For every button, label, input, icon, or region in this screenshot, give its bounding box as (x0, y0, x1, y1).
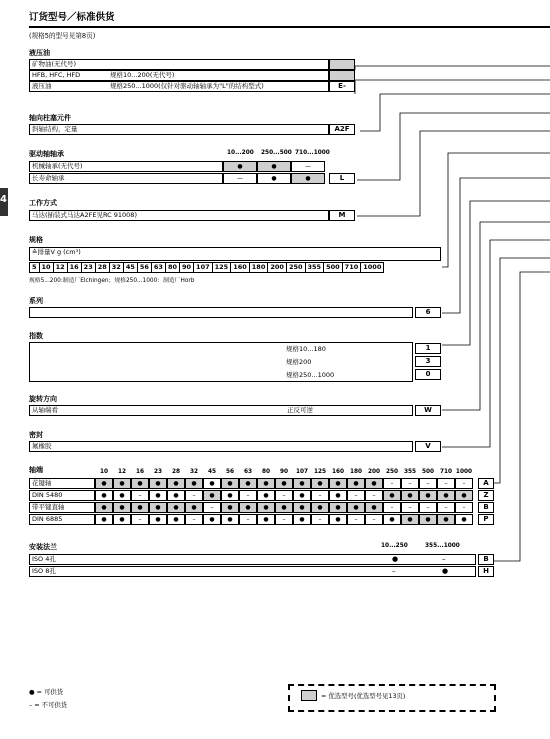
shaft-cell: ● (95, 478, 113, 489)
size-value: 10 (40, 263, 54, 272)
size-value: 5 (30, 263, 40, 272)
size-value: 45 (124, 263, 138, 272)
shaft-cell: ● (311, 478, 329, 489)
flange-code-b: B (478, 554, 494, 565)
shaft-cell: – (275, 514, 293, 525)
shaft-cell: – (401, 478, 419, 489)
shaft-cell: ● (329, 490, 347, 501)
section-heading-rotation: 旋转方向 (29, 395, 57, 403)
flange-cell: ● (442, 567, 449, 575)
shaft-col-header: 90 (279, 469, 289, 475)
bearing-cell: — (291, 161, 325, 172)
index-code-0: 0 (415, 369, 441, 380)
shaft-col-header: 80 (261, 469, 271, 475)
axial-row: 斜轴结构，定量 (29, 124, 329, 135)
shaft-cell: – (419, 502, 437, 513)
shaft-cell: ● (455, 490, 473, 501)
fluid-row-mineral (29, 59, 329, 70)
shaft-col-header: 10 (99, 469, 109, 475)
bearing-row-long: 长寿命轴承 (29, 173, 223, 184)
shaft-cell: ● (329, 514, 347, 525)
size-value: 160 (231, 263, 250, 272)
shaft-cell: ● (203, 514, 221, 525)
bearing-cell: ● (291, 173, 325, 184)
shaft-cell: – (203, 502, 221, 513)
shaft-cell: – (347, 514, 365, 525)
section-heading-seal: 密封 (29, 431, 43, 439)
shaft-cell: ● (203, 478, 221, 489)
shaft-row-label: 花键轴 (29, 478, 95, 489)
series-code: 6 (415, 307, 441, 318)
bearing-code-mech (329, 161, 355, 172)
shaft-col-header: 32 (189, 469, 199, 475)
shaft-cell: ● (113, 478, 131, 489)
shaft-cell: – (311, 490, 329, 501)
shaft-row-label: 带平键直轴 (29, 502, 95, 513)
shaft-cell: ● (455, 514, 473, 525)
size-value: 125 (213, 263, 232, 272)
page-tab-number: 4 (0, 194, 7, 205)
shaft-row-label: DIN 5480 (29, 490, 95, 501)
rotation-label: 从轴端看 (32, 406, 58, 414)
size-note: 规格5...200:制造厂Elchingen；规格250...1000：制造厂Horb (29, 278, 195, 284)
shaft-col-header: 28 (171, 469, 181, 475)
operation-code: M (329, 210, 355, 221)
page-title: 订货型号／标准供货 (29, 12, 115, 23)
shaft-code: Z (478, 490, 494, 501)
shaft-cell: ● (95, 490, 113, 501)
shaft-cell: ● (293, 490, 311, 501)
shaft-cell: – (131, 490, 149, 501)
size-value: 200 (268, 263, 287, 272)
rotation-row (29, 405, 413, 416)
index-box (29, 342, 413, 382)
size-value: 16 (68, 263, 82, 272)
shaft-cell: ● (167, 502, 185, 513)
shaft-cell: – (365, 514, 383, 525)
flange-cell: – (392, 567, 396, 575)
shaft-cell: ● (293, 502, 311, 513)
shaft-cell: – (437, 502, 455, 513)
shaft-cell: ● (347, 502, 365, 513)
section-heading-axial: 轴向柱塞元件 (29, 114, 71, 122)
shaft-cell: – (239, 490, 257, 501)
size-value: 355 (306, 263, 325, 272)
section-heading-flange: 安装法兰 (29, 543, 57, 551)
shaft-cell: ● (365, 502, 383, 513)
shaft-cell: ● (437, 490, 455, 501)
shaft-cell: ● (311, 502, 329, 513)
size-value: 250 (287, 263, 306, 272)
shaft-row-label: DIN 6885 (29, 514, 95, 525)
bearing-cell: — (223, 173, 257, 184)
size-value: 107 (194, 263, 213, 272)
shaft-cell: ● (185, 478, 203, 489)
shaft-cell: ● (221, 490, 239, 501)
size-value: 710 (343, 263, 362, 272)
section-heading-operation: 工作方式 (29, 199, 57, 207)
shaft-cell: – (185, 490, 203, 501)
series-row (29, 307, 413, 318)
index-code-1: 1 (415, 343, 441, 354)
shaft-cell: ● (401, 514, 419, 525)
shaft-col-header: 1000 (455, 469, 473, 475)
shaft-cell: – (275, 490, 293, 501)
shaft-cell: ● (149, 502, 167, 513)
shaft-cell: ● (419, 490, 437, 501)
fluid-code-hf (329, 70, 355, 81)
shaft-col-header: 12 (117, 469, 127, 475)
index-label-2: 规格200 (286, 358, 312, 366)
shaft-cell: ● (131, 502, 149, 513)
legend-not-available: – = 不可供货 (29, 701, 68, 709)
shaft-cell: – (185, 514, 203, 525)
size-label-row: ≙排量V g (cm³) (29, 247, 441, 261)
shaft-col-header: 160 (331, 469, 345, 475)
shaft-col-header: 125 (313, 469, 327, 475)
shaft-cell: ● (383, 514, 401, 525)
shaft-col-header: 56 (225, 469, 235, 475)
shaft-cell: – (239, 514, 257, 525)
shaft-cell: ● (95, 514, 113, 525)
shaft-cell: ● (293, 514, 311, 525)
shaft-cell: ● (437, 514, 455, 525)
shaft-cell: ● (167, 490, 185, 501)
fluid-label: HFB, HFC, HFD (32, 71, 81, 79)
shaft-cell: ● (383, 490, 401, 501)
fluid-row-hfd (29, 81, 329, 92)
shaft-cell: – (401, 502, 419, 513)
shaft-cell: – (131, 514, 149, 525)
shaft-col-header: 23 (153, 469, 163, 475)
shaft-col-header: 180 (349, 469, 363, 475)
flange-col-2: 355...1000 (425, 543, 460, 549)
shaft-cell: – (455, 478, 473, 489)
shaft-cell: ● (275, 502, 293, 513)
shaft-cell: ● (239, 502, 257, 513)
shaft-cell: ● (401, 490, 419, 501)
bearing-cell: ● (223, 161, 257, 172)
shaft-cell: ● (131, 478, 149, 489)
shaft-cell: – (347, 490, 365, 501)
section-heading-fluid: 液压油 (29, 49, 50, 57)
fluid-code-mineral (329, 59, 355, 70)
shaft-cell: – (383, 478, 401, 489)
shaft-cell: ● (329, 502, 347, 513)
shaft-cell: ● (221, 478, 239, 489)
shaft-cell: ● (293, 478, 311, 489)
shaft-cell: ● (149, 478, 167, 489)
preferred-swatch (301, 690, 317, 701)
shaft-cell: ● (185, 502, 203, 513)
shaft-cell: ● (95, 502, 113, 513)
shaft-cell: ● (257, 502, 275, 513)
fluid-code-e: E- (329, 81, 355, 92)
fluid-label: 矿物油(无代号) (32, 60, 77, 68)
shaft-cell: ● (257, 478, 275, 489)
size-value: 500 (324, 263, 343, 272)
shaft-cell: ● (167, 478, 185, 489)
fluid-label: 液压油 (32, 82, 52, 90)
shaft-cell: ● (347, 478, 365, 489)
rotation-code: W (415, 405, 441, 416)
seal-code: V (415, 441, 441, 452)
shaft-col-header: 200 (367, 469, 381, 475)
section-heading-size: 规格 (29, 236, 43, 244)
flange-code-h: H (478, 566, 494, 577)
fluid-detail: 规格10...200(无代号) (110, 71, 175, 79)
section-heading-index: 指数 (29, 332, 43, 340)
size-value: 23 (82, 263, 96, 272)
bearing-col-1: 10...200 (227, 150, 254, 156)
bearing-code-long: L (329, 173, 355, 184)
legend-available: ● = 可供货 (29, 688, 64, 696)
shaft-cell: ● (275, 478, 293, 489)
shaft-cell: ● (221, 502, 239, 513)
size-value: 12 (54, 263, 68, 272)
shaft-cell: ● (257, 514, 275, 525)
bearing-cell: ● (257, 161, 291, 172)
section-heading-shaft: 轴端 (29, 466, 43, 474)
section-heading-series: 系列 (29, 297, 43, 305)
shaft-col-header: 107 (295, 469, 309, 475)
bearing-col-3: 710...1000 (295, 150, 330, 156)
shaft-col-header: 63 (243, 469, 253, 475)
size-value: 56 (138, 263, 152, 272)
size-value: 90 (180, 263, 194, 272)
shaft-cell: – (419, 478, 437, 489)
index-code-3: 3 (415, 356, 441, 367)
size-values (29, 262, 384, 273)
shaft-cell: ● (113, 490, 131, 501)
legend-preferred: = 优选型号(优选型号见13页) (321, 692, 406, 700)
size-value: 1000 (363, 263, 382, 271)
shaft-cell: – (365, 490, 383, 501)
shaft-cell: ● (239, 478, 257, 489)
shaft-cell: ● (149, 490, 167, 501)
shaft-cell: ● (167, 514, 185, 525)
size-value: 80 (166, 263, 180, 272)
shaft-col-header: 500 (421, 469, 435, 475)
flange-cell: – (442, 555, 446, 563)
shaft-cell: ● (257, 490, 275, 501)
size-value: 28 (96, 263, 110, 272)
shaft-col-header: 355 (403, 469, 417, 475)
shaft-cell: ● (329, 478, 347, 489)
size-value: 32 (110, 263, 124, 272)
shaft-cell: ● (203, 490, 221, 501)
shaft-cell: ● (113, 502, 131, 513)
shaft-code: P (478, 514, 494, 525)
shaft-code: A (478, 478, 494, 489)
section-heading-bearing: 驱动轴轴承 (29, 150, 64, 158)
shaft-cell: – (455, 502, 473, 513)
size-value: 63 (152, 263, 166, 272)
shaft-cell: – (311, 514, 329, 525)
shaft-col-header: 710 (439, 469, 453, 475)
shaft-cell: – (437, 478, 455, 489)
flange-col-1: 10...250 (381, 543, 408, 549)
shaft-cell: ● (365, 478, 383, 489)
shaft-col-header: 16 (135, 469, 145, 475)
bearing-cell: ● (257, 173, 291, 184)
shaft-cell: ● (221, 514, 239, 525)
shaft-code: B (478, 502, 494, 513)
seal-row: 氟橡胶 (29, 441, 413, 452)
fluid-row-hf (29, 70, 329, 81)
shaft-cell: ● (149, 514, 167, 525)
index-label-3: 规格250...1000 (286, 371, 335, 379)
shaft-col-header: 250 (385, 469, 399, 475)
operation-row: 马达(插装式马达A2FE见RC 91008) (29, 210, 329, 221)
bearing-col-2: 250...500 (261, 150, 292, 156)
rotation-detail: 正反可逆 (287, 406, 313, 414)
fluid-detail: 规格250...1000(仅针对驱动轴轴承为"L"的结构型式) (110, 82, 264, 90)
shaft-cell: ● (113, 514, 131, 525)
flange-cell: ● (392, 555, 399, 563)
shaft-cell: – (383, 502, 401, 513)
index-label-1: 规格10...180 (286, 345, 326, 353)
size-value: 180 (250, 263, 269, 272)
flange-row-8: ISO 8孔 (29, 566, 476, 577)
shaft-cell: ● (419, 514, 437, 525)
bearing-row-mech: 机械轴承(无代号) (29, 161, 223, 172)
page-subtitle: (规格5的型号见第8页) (29, 32, 96, 40)
axial-code: A2F (329, 124, 355, 135)
flange-row-4: ISO 4孔 (29, 554, 476, 565)
shaft-col-header: 45 (207, 469, 217, 475)
